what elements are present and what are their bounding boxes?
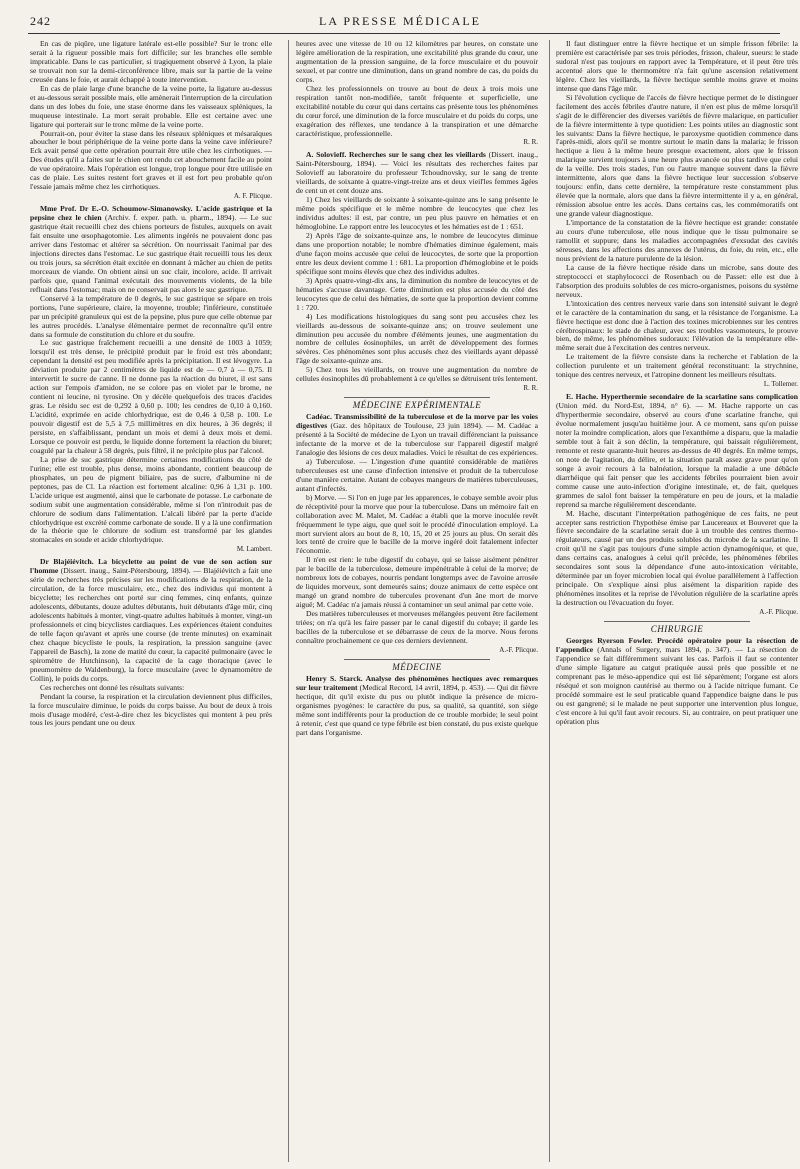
abstract-heading: A. Solovieff. Recherches sur le sang chez les vieillards	[306, 150, 486, 160]
abstract-entry	[556, 637, 798, 727]
paragraph: Si l'évolution cyclique de l'accès de fièvre hectique permet de le distinguer facilement des accès fébriles d'autre nature, il n'en est plus de même lorsqu'il s'agit de le différencier des diverses variétés de fièvre malarique, en particulier de la fièvre intermittente à type quotidien: Les points utiles au diagnostic sont les suivants: Dans la fièvre hectique, le paroxysme quotidien commence dans l'après-midi, alors qu'il se montre surtout le matin dans la malaria; le frisson hectique a lieu à la même heure presque exactement, alors que le frisson malarique survient toujours à une heure plus avancée ou plus tardive que celui de la veille. Des trois stades, l'un ou l'autre manque souvent dans la fièvre intermittente, alors que dans la fièvre hectique leur succession s'observe toujours: enfin, dans cette dernière, la température reste constamment plus élevée que la normale, alors que dans la fièvre intermittente il y a, en général, rémission absolue entre les accès. Dans certains cas, les commémoratifs ont une grande valeur diagnostique.	[556, 92, 798, 219]
author-signature: A.-F. Plicque.	[499, 645, 538, 654]
paragraph: L'intoxication des centres nerveux varie dans son intensité suivant le degré et le caractère de la contamination du sang, et la résistance de l'organisme. La fièvre hectique est donc due à l'action des toxines microbiennes sur les centres cérébrospinaux: le stade de chaleur, avec ses troubles vasomoteurs, le prouve bien, de même, les phénomènes sudoraux: l'élévation de la température elle-même serait due à l'excitation des centres nerveux.	[556, 298, 798, 353]
abstract-heading: Henry S. Starck. Analyse des phénomènes hectiques avec remarques sur leur traitement	[296, 673, 538, 692]
abstract-heading: Dr Blajéiévitch. La bicyclette au point de vue de son action sur l'homme	[30, 557, 272, 576]
author-signature: A.-F. Plicque.	[759, 608, 798, 617]
abstract-entry	[296, 151, 538, 196]
paragraph: Il n'en est rien: le tube digestif du cobaye, qui se laisse aisément pénétrer par le bacille de la tuberculose, demeure impénétrable à celui de la morve; de nombreux lots de cobayes, nourris pendant longtemps avec de l'avoine arrosée de liquides morveux, sont demeurés sains; douze animaux de cette espèce ont mangé un grand nombre de tubercules provenant d'un âne mort de morve aiguë; M. Cadéac n'a jamais réussi à contaminer un seul animal par cette voie.	[296, 555, 538, 610]
column-1	[30, 40, 272, 1162]
author-signature: R. R.	[523, 384, 538, 393]
abstract-heading: Georges Ryerson Fowler. Procédé opératoire pour la résection de l'appendice	[556, 635, 798, 654]
abstract-heading: Mme Prof. Dr E.-O. Schoumow-Simanowsky. L'acide gastrique et la pepsine chez le chien	[30, 204, 272, 223]
section-title: CHIRURGIE	[650, 624, 704, 634]
column-divider	[549, 40, 550, 1162]
paragraph: Ces recherches ont donné les résultats suivants:	[40, 682, 185, 692]
column-3	[556, 40, 798, 1162]
paragraph: 3) Après quatre-vingt-dix ans, la diminution du nombre de leucocytes et de hématies s'accuse davantage. Cette diminution est plus accusée du côté des leucocytes que de celui des hématies, de sorte que la proportion devient comme 1 : 720.	[296, 275, 538, 312]
section-title: MÉDECINE	[392, 661, 442, 672]
abstract-body: (Dissert. inaug., Saint-Pétersbourg, 1894). — Voici les résultats des recherches faites par Solovieff au laboratoire du professeur Tchoudnovsky, sur le sang de trente vieillards, de soixante à quatre-vingt-treize ans et deux vieil'les femmes âgées de cent un et cent douze ans.	[296, 150, 538, 196]
paragraph: M. Hache, discutant l'interprétation pathogénique de ces faits, ne peut accepter sans restriction l'hypothèse émise par Laucereaux et Bouveret que la fièvre secondaire de la scarlatine serait due à un trouble des centres thermo-régulateurs, causé par un des produits solubles du microbe de la scarlatine. Il croit qu'il ne s'agit pas toujours d'une simple action dynamogénique, et que, dans certains cas, analogues à celui qu'il précède, les phénomènes fébriles secondaires sont sous la dépendance d'une auto-intoxication véritable, déterminée par un foyer microbien local qui évolue parallèlement à l'affection principale. On s'explique ainsi plus aisément la disparition rapide des phénomènes insolites et la reprise de l'évolution régulière de la scarlatine après la destruction ou l'évacuation du foyer.	[556, 508, 798, 608]
paragraph: heures avec une vitesse de 10 ou 12 kilomètres par heures, on constate une légère amélioration de la respiration, une excitabilité plus grande du cœur, une augmentation de la pression sanguine, de la force musculaire et du pouvoir sexuel, et par contre une diminution, dans un grand nombre de cas, du poids du corps.	[296, 40, 538, 84]
paragraph: Conservé à la température de 0 degrés, le suc gastrique se sépare en trois portions, l'une supérieure, claire, la moyenne, trouble; l'inférieure, constituée par un précipité granuleux qui est de la pepsine, plus pure que celle obtenue par les autres procédés. L'analyse élémentaire permet de reconnaître qu'il entre dans sa formule de constitution du chlore et du soufre.	[30, 293, 272, 339]
paragraph: En cas de piqûre, une ligature latérale est-elle possible? Sur le tronc elle serait à la rigueur possible mais fort difficile; sur les branches elle semble impraticable. Dans le cas particulier, si tragiquement observé à Lyon, la plaie se trouvait non sur la demi-circonférence libre, mais sur la partie de la veine creusée dans le foie, et aurait échappé à toute intervention.	[30, 40, 272, 84]
paragraph: Pendant la course, la respiration et la circulation deviennent plus difficiles, la force musculaire diminue, le poids du corps baisse. Au bout de deux à trois mois d'usage modéré, c'est-à-dire chez les bicyclistes qui montent à peu près tous les jours pendant une ou deux	[30, 691, 272, 728]
header-rule	[28, 33, 780, 34]
author-signature: M. Lambert.	[236, 545, 272, 554]
paragraph: L'importance de la constatation de la fièvre hectique est grande: constatée au cours d'une tuberculose, elle nous indique que le tissu pulmonaire se ramollit et suppure; dans les maladies accompagnées d'exsudat des cavités séreuses, dans les affections des annexes de l'utérus, du foie, du rein, etc., elle nous prévient de la nature purulente de la lésion.	[556, 218, 798, 263]
abstract-heading: Cadéac. Transmissibilité de la tuberculose et de la morve par les voies digestives	[296, 412, 538, 431]
abstract-entry	[296, 675, 538, 738]
paragraph: Pourrait-on, pour éviter la stase dans les réseaux spléniques et mésaraïques aboucher le bout périphérique de la veine porte dans la veine cave inférieure? Eck avait pensé que cette opération pourrait être utile chez les cirrhotiques. — Des études qu'il a faites sur le chien ont rendu cet abouchement facile au point de vue opératoire. Mais l'opération est longue, trop longue pour être utilisée en cas de plaie. Les suites restent fort graves et il est fort peu probable qu'on l'essaie jamais même chez les cirrhotiques.	[30, 128, 272, 192]
journal-title: LA PRESSE MÉDICALE	[318, 14, 481, 28]
paragraph: Il faut distinguer entre la fièvre hectique et un simple frisson fébrile: la première est caractérisée par ses trois périodes, frisson, chaleur, sueurs: le stade sudoral n'est pas toujours en rapport avec la Température, et il peut être très accentué alors que le thermomètre n'a fait qu'une ascension relativement légère. Chez les vieillards, la fièvre hectique semble moins grave et moins intense que dans l'âge mûr.	[556, 40, 798, 93]
paragraph: La cause de la fièvre hectique réside dans un microbe, sans doute des streptococci et staphylococci de Rosenbach ou de Passet: elle est due à l'absorption des produits solubles de ces micro-organismes, poisons du système nerveux.	[556, 262, 798, 299]
abstract-entry	[556, 393, 798, 509]
column-divider	[288, 40, 289, 1162]
abstract-body: (Annals of Surgery, mars 1894, p. 347). — La résection de l'appendice se fait différemment suivant les cas. Parfois il faut se contenter d'une simple ligature au catgut pratiquée aussi près que possible et ne comprenant pas le méso-appendice qui est lié séparément; l'organe est alors réséqué et son moignon cautérisé au thermo ou à l'acide nitrique fumant. Ce procédé sommaire est le seul praticable quand l'appendice baigne dans le pus ou est gangrené; si le malade ne peut supporter une intervention plus longue, c'est encore à lui qu'il faut avoir recours. Si, au contraire, on peut pratiquer une opération plus	[556, 644, 798, 726]
author-signature: L. Tollemer.	[763, 380, 798, 389]
abstract-entry	[296, 413, 538, 458]
paragraph: b) Morve. — Si l'on en juge par les apparences, le cobaye semble avoir plus de réceptivité pour la morve que pour la tuberculose. Dans un mémoire fait en collaboration avec M. Malet, M. Cadéac a établi que la morve inoculée revêt fréquemment le type aigu, que quel soit le procédé d'inoculation employé. La mort survient alors au bout de 8, 10, 15, 20 et 25 jours au plus. On serait dès lors tenté de croire que le bacille de la morve ingéré doit fatalement infecter l'économie.	[296, 492, 538, 556]
section-rule	[344, 397, 489, 398]
paragraph: Le traitement de la fièvre consiste dans la recherche et l'ablation de la collection purulente et un traitement général reconstituant: la strychnine, tonique des centres nerveux, et l'atropine donnent les meilleurs résultats.	[556, 352, 798, 380]
paragraph: 2) Après l'âge de soixante-quinze ans, le nombre de leucocytes diminue dans une proportion notable; le nombre d'hématies diminue également, mais d'une façon moins accusée que celui de leucocytes, de sorte que la proportion entre les deux devient comme 1 : 681. La proportion d'hémoglobine et le poids spécifique sont moins élevés que chez des individus adultes.	[296, 231, 538, 276]
abstract-heading: E. Hache. Hyperthermie secondaire de la scarlatine sans complication	[566, 392, 798, 402]
column-2	[296, 40, 538, 1162]
author-signature: R. R.	[523, 138, 538, 147]
paragraph: 1) Chez les vieillards de soixante à soixante-quinze ans le sang présente le même poids spécifique et le même nombre de leucocytes que chez les individus adultes: il est, par contre, un peu plus pauvre en hématies et en hémoglobine. Le rapport entre les leucocytes et les hématies est de 1 : 651.	[296, 195, 538, 232]
page-number: 242	[30, 14, 51, 28]
abstract-entry	[30, 558, 272, 683]
abstract-body: (Dissert. inaug., Saint-Pétersbourg, 1894). — Blajéiévitch a fait une série de recherches très précises sur les modifications de la respiration, de la circulation, de la force musculaire, etc., chez des individus qui montent à bicyclette; les recherches ont porté sur cinq femmes, cinq enfants, quinze adolescents, débutants, douze adultes débutants, huit débutants d'âge mûr, cinq adolescents habitués à monter, vingt-quatre adultes habitués à monter, vingt-un professionnels et cinq bicyclistes cardiaques. Les expériences étaient conduites de telle façon qu'avant et après une course (de trente minutes) on examinait chez chaque bicycliste le pouls, la respiration, la pression sanguine (avec l'appareil de Basch), la zone de matité du cœur, la capacité pulmonaire (avec le spiromètre de Hutchinson), la capacité de la cage thoracique (avec le pneumomètre de Waldenburg), la force musculaire (avec le dynamomètre de Collin), le poids du corps.	[30, 566, 272, 683]
paragraph: Le suc gastrique fraîchement recueilli a une densité de 1003 à 1059; lorsqu'il est très dense, le précipité produit par le froid est très abondant; cependant la densité est peu modifiée après la précipitation. Il est lévogyre. La déviation produite par 2 centimètres de liquide est de — 0,7 à — 0,75. Il intervertit le sucre de canne. Il ne donne pas la réaction du biuret, il est sans action sur l'empois d'amidon, ne se colore pas en violet par le brome, ne contient ni leucine, ni tyrosine. On y décèle quelquefois des traces d'acides gras. Le résidu sec est de 0,292 à 0,60 p. 100; les cendres de 0,10 à 0,160. L'acidité, exprimée en acide chlorhydrique, est de 0,46 à 0,58 p. 100. Le pouvoir digestif est de 5,5 à 7,5 millimètres en dix heures, à 36 degrés; il persiste, en s'affaiblissant, pendant un mois et demi à deux mois et demi. Lorsque ce pouvoir est perdu, le liquide donne fortement la réaction du biuret; coagulé par la chaleur à 58 degrés, puis filtré, il ne précipite plus par l'alcool.	[30, 338, 272, 455]
abstract-body: (Union méd. du Nord-Est, 1894, n° 6). — M. Hache rapporte un cas d'hyperthermie secondaire, observé au cours d'une scarlatine franche, qui évolue normalement jusqu'au huitième jour. A ce moment, sans qu'on puisse noter la moindre complication, alors que l'exanthème a disparu, que la maladie semble tout à fait à son déclin, la température, qui baissait régulièrement, remonte et reste quarante-huit heures au-dessus de 40 degrés. En même temps, on note de l'agitation, du délire, et la situation paraît assez grave pour qu'on songe à avoir recours à la balnéation, lorsque la maladie a une débâcle diarrhéique qui fait penser que les accidents fébriles pourraient bien avoir comme cause une auto-infection d'origine intestinale, et, de fait, quelques grammes de salol font baisser la température en peu de jours, et la maladie reprend sa marche régulièrement descendante.	[556, 401, 798, 509]
page-header	[30, 14, 770, 32]
abstract-body: (Gaz. des hôpitaux de Toulouse, 23 juin 1894). — M. Cadéac a présenté à la Société de médecine de Lyon un travail différenciant la puissance infectante de la morve et de la tuberculose sur l'appareil digestif malgré l'analogie des lésions de ces deux maladies. Voici le résultat de ces expériences.	[296, 421, 538, 457]
abstract-entry	[30, 205, 272, 295]
paragraph: La prise de suc gastrique détermine certaines modifications du côté de l'urine; elle est trouble, plus dense, moins abondante, contient beaucoup de phosphates, un peu de pigment biliaire, pas de sucre, d'albumine ni de peptones, pas de Cl. La réaction est fortement alcaline: 0,96 à 1,31 p. 100. L'acide urique est augmenté, ainsi que le carbonate de potasse. Le carbonate de sodium subit une augmentation considérable, même si l'on n'introduit pas de chlorure de sodium dans l'alimentation. L'alcali libéré par la perte d'acide chlorhydrique est excrété comme carbonate de soude. Il y a là une confirmation de la théorie que le chlorure de sodium est transformé par les glandes stomacales en soude et acide chlorhydrique.	[30, 454, 272, 545]
paragraph: 5) Chez tous les vieillards, on trouve une augmentation du nombre de cellules éosinophiles dû probablement à ce qu'elles se détruisent très lentement.	[296, 365, 538, 384]
author-signature: A. F. Plicque.	[233, 192, 272, 201]
abstract-body: (Medical Record, 14 avril, 1894, p. 453). — Qui dit fièvre hectique, dit qu'il existe du pus ou plutôt indique la présence de micro-organismes pyogènes: le caractère du pus, sa qualité, sa quantité, son siège même sont indifférents pour la production de ce trouble morbide; le seul point à retenir, c'est que quand ce type fébrile est bien constaté, du pus existe quelque part dans l'organisme.	[296, 682, 538, 737]
paragraph: 4) Les modifications histologiques du sang sont peu accusées chez les vieillards au-dessous de soixante-quinze ans; on trouve seulement une diminution peu accusée du nombre d'éléments jeunes, une augmentation du nombre de cellules éosinophiles, un arrêt de développement des formes sévères. Ces phénomènes sont plus accusés chez des vieillards ayant dépassé l'âge de soixante-quinze ans.	[296, 311, 538, 366]
section-rule	[604, 621, 749, 622]
paragraph: a) Tuberculose. — L'ingestion d'une quantité considérable de matières tuberculeuses est une cause d'infection intensive et produit de la tuberculose d'une manière certaine. Autant de cobayes mangeurs de matières tuberculeuses, autant d'infectés.	[296, 456, 538, 493]
paragraph: En cas de plaie large d'une branche de la veine porte, la ligature au-dessus et au-dessous serait possible mais, elle amènerait l'interruption de la circulation dans un des lobes du foie, une stase énorme dans les vaisseaux spléniques, la muqueuse intestinale. La mort serait probable. Elle est certaine avec une ligature qui porterait sur le tronc même de la veine porte.	[30, 83, 272, 129]
paragraph: Chez les professionnels on trouve au bout de deux à trois mois une respiration tantôt non-modifiée, tantôt fréquente et superficielle, une excitabilité notable du cœur qui dans certains cas présente tous les phénomènes du cœur forcé, une diminution de la force musculaire et du poids du corps, une exagération des réflexes, une tendance à la transpiration et une démarche caractéristique, professionnelle.	[296, 83, 538, 138]
section-title: MÉDECINE EXPÉRIMENTALE	[352, 400, 482, 411]
abstract-body: (Archiv. f. exper. path. u. pharm., 1894). — Le suc gastrique était recueilli chez des chiens porteurs de fistules, auxquels on avait fait ensuite une œsophagotomie. Les aliments ingérés ne pouvaient donc pas arriver dans l'estomac et altérer sa sécrétion. On nourrissait l'animal par des injections directes dans l'estomac. Le suc gastrique était recueilli tous les deux ou trois jours, sa sécrétion était excitée en donnant à mâcher au chien de petits morceaux de viande. On obtient ainsi un suc clair, incolore, acide. Il arrivait parfois que, quand l'animal exécutait des mouvements violents, de la bile refluait dans l'estomac; mais on ne conservait pas alors le suc gastrique.	[30, 213, 272, 294]
section-rule	[344, 659, 489, 660]
paragraph: Des matières tuberculeuses et morveuses mélangées peuvent être facilement triées; on n'a qu'à les faire passer par le canal digestif du cobaye; il garde les bacilles de la tuberculose et se débarrasse de ceux de la morve. Nous ferons connaître prochainement ce que ces derniers deviennent.	[296, 609, 538, 645]
